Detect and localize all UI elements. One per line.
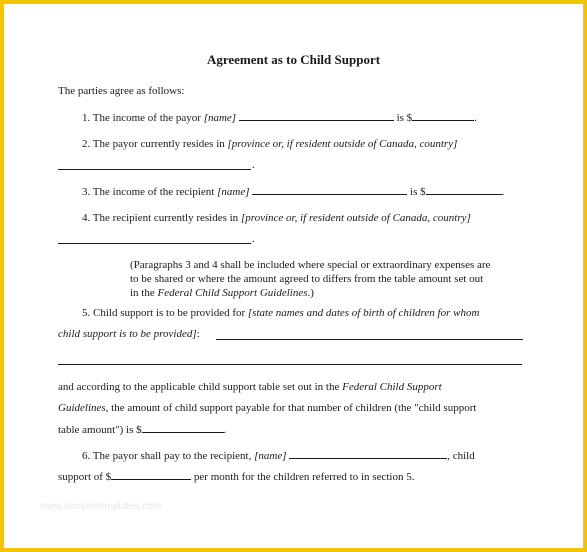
paragraph-line-2: [58, 401, 476, 415]
payor-residence-blank[interactable]: [58, 169, 251, 170]
item-5-placeholder-1: [state names and dates of birth of children for whom: [247, 307, 480, 319]
item-1-name-placeholder: [name]: [203, 112, 237, 124]
item-6-line-2: [58, 469, 414, 484]
table-amount-blank[interactable]: [142, 422, 224, 433]
paragraph-line-3: [58, 422, 226, 437]
item-6-line-2-text: support of $: [58, 471, 112, 483]
paragraph-line-3-end: .: [223, 424, 227, 436]
paragraph-line-1-text: and according to the applicable child support table set out in the: [58, 381, 340, 393]
item-3-end: .: [501, 186, 505, 198]
item-4-end: .: [252, 233, 255, 245]
item-4-placeholder: [province or, if resident outside of Canada, country]: [240, 212, 471, 224]
item-5-text: 5. Child support is to be provided for: [82, 307, 246, 319]
recipient-pay-name-blank[interactable]: [289, 448, 447, 459]
item-5-placeholder-2: child support is to be provided]: [58, 328, 197, 340]
payor-income-blank[interactable]: [412, 110, 474, 121]
guidelines-italic-1: Federal Child Support: [342, 381, 442, 393]
item-5-line-2: [58, 327, 200, 341]
note-line-3-end: .): [307, 287, 314, 299]
children-blank-2[interactable]: [58, 364, 522, 365]
recipient-income-blank[interactable]: [426, 184, 502, 195]
item-1-text: 1. The income of the payor: [82, 112, 201, 124]
item-6: [82, 448, 475, 463]
watermark-text: www.sampletemplates.com: [40, 501, 162, 512]
children-blank-1[interactable]: [216, 339, 523, 340]
item-3-is-text: is $: [410, 186, 426, 198]
item-1-is-text: is $: [396, 112, 413, 124]
item-3: [82, 184, 504, 199]
note-line-3-text: in the: [130, 287, 155, 299]
item-1-end: .: [474, 112, 477, 124]
note-line-2: to be shared or where the amount agreed to differs from the table amount set out: [130, 273, 484, 285]
payor-name-blank[interactable]: [239, 110, 394, 121]
document-title: Agreement as to Child Support: [206, 52, 381, 67]
item-6-after-blank: , child: [447, 450, 475, 462]
item-3-name-placeholder: [name]: [217, 186, 250, 198]
item-2: [82, 137, 457, 151]
item-2-placeholder: [province or, if resident outside of Canada, country]: [227, 138, 458, 150]
item-4: [82, 211, 471, 225]
item-5-colon: :: [196, 328, 200, 340]
paragraph-line-1: [58, 380, 442, 394]
item-1: [82, 110, 477, 125]
paragraph-line-3-text: table amount") is $: [58, 424, 142, 436]
paragraph-line-2-text: , the amount of child support payable for that number of children (the "child support: [105, 402, 477, 414]
item-6-text: 6. The payor shall pay to the recipient,: [82, 450, 252, 462]
item-5: [82, 306, 479, 320]
recipient-residence-blank[interactable]: [58, 243, 251, 244]
recipient-name-blank[interactable]: [252, 184, 407, 195]
guidelines-italic-2: Guidelines: [58, 402, 106, 414]
support-amount-blank[interactable]: [111, 469, 191, 480]
item-2-text: 2. The payor currently resides in: [82, 138, 225, 150]
note-line-3: [130, 286, 314, 300]
item-2-end: .: [252, 159, 255, 171]
intro-text: The parties agree as follows:: [58, 85, 185, 97]
note-line-1: (Paragraphs 3 and 4 shall be included where special or extraordinary expenses are: [130, 259, 491, 271]
item-6-line-2-rest: per month for the children referred to in section 5.: [193, 471, 415, 483]
guidelines-reference: Federal Child Support Guidelines: [157, 287, 308, 299]
item-6-name-placeholder: [name]: [254, 450, 287, 462]
item-3-text: 3. The income of the recipient: [82, 186, 215, 198]
item-4-text: 4. The recipient currently resides in: [82, 212, 239, 224]
